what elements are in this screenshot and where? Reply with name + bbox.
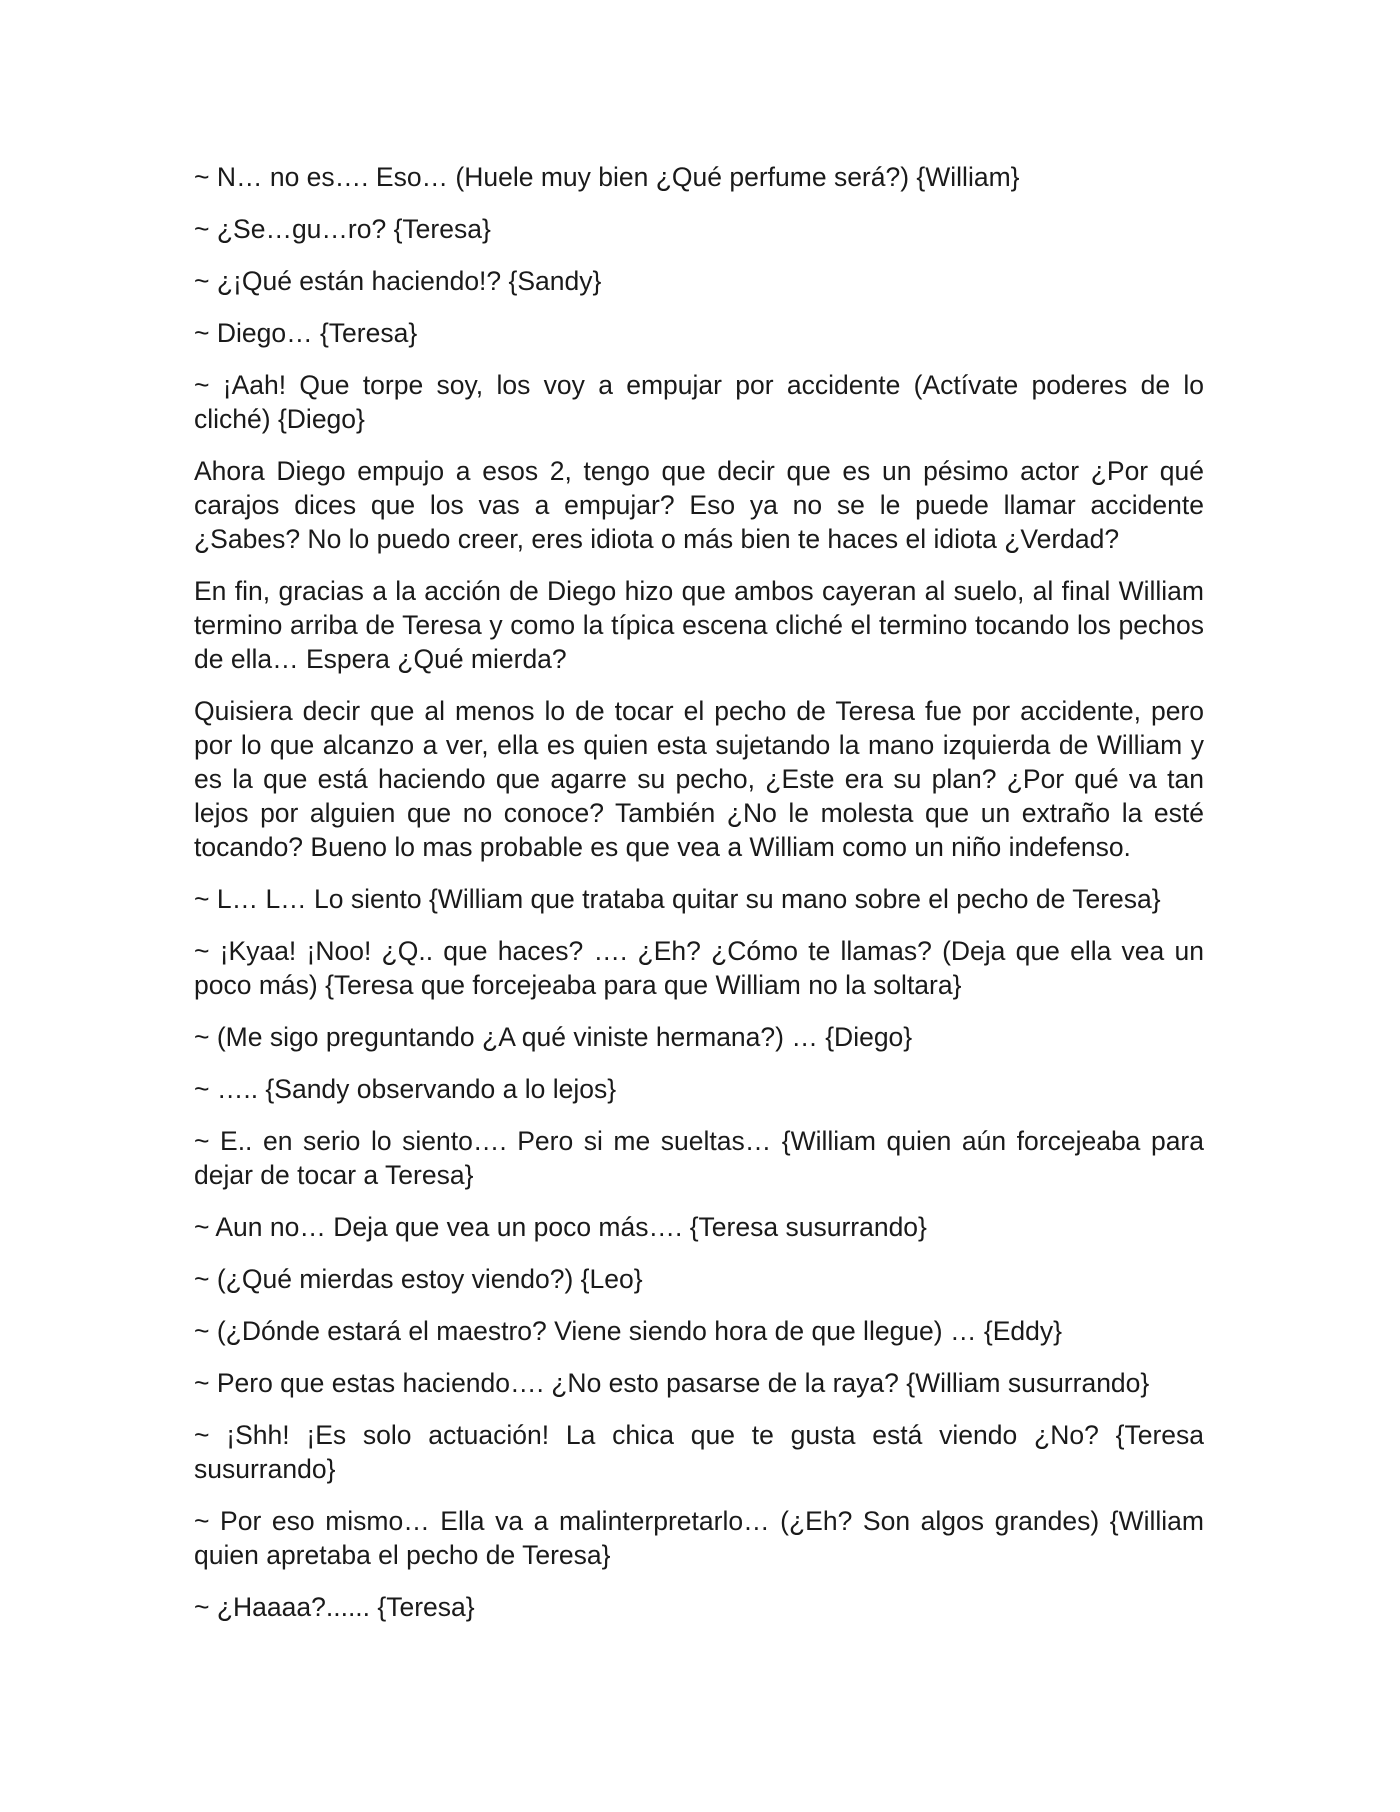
paragraph-11: ~ (Me sigo preguntando ¿A qué viniste hermana?) … {Diego} xyxy=(194,1022,913,1052)
paragraph-10: ~ ¡Kyaa! ¡Noo! ¿Q.. que haces? …. ¿Eh? ¿Cómo te llamas? (Deja que ella vea un poco más) {Teresa que forcejeaba para que William no la soltara} xyxy=(194,936,1204,1000)
paragraph-17: ~ Pero que estas haciendo…. ¿No esto pasarse de la raya? {William susurrando} xyxy=(194,1368,1150,1398)
paragraph-7: En fin, gracias a la acción de Diego hizo que ambos cayeran al suelo, al final William termino arriba de Teresa y como la típica escena cliché el termino tocando los pechos de ella… Espera ¿Qué mierda? xyxy=(194,576,1204,674)
paragraph-20: ~ ¿Haaaa?...... {Teresa} xyxy=(194,1592,475,1622)
paragraph-18: ~ ¡Shh! ¡Es solo actuación! La chica que te gusta está viendo ¿No? {Teresa susurrando} xyxy=(194,1420,1204,1484)
paragraph-6: Ahora Diego empujo a esos 2, tengo que decir que es un pésimo actor ¿Por qué carajos dices que los vas a empujar? Eso ya no se le puede llamar accidente ¿Sabes? No lo puedo creer, eres idiota o más bien te haces el idiota ¿Verdad? xyxy=(194,456,1204,554)
paragraph-13: ~ E.. en serio lo siento…. Pero si me sueltas… {William quien aún forcejeaba para dejar de tocar a Teresa} xyxy=(194,1126,1204,1190)
paragraph-2: ~ ¿Se…gu…ro? {Teresa} xyxy=(194,214,491,244)
paragraph-19: ~ Por eso mismo… Ella va a malinterpretarlo… (¿Eh? Son algos grandes) {William quien apretaba el pecho de Teresa} xyxy=(194,1506,1204,1570)
paragraph-5: ~ ¡Aah! Que torpe soy, los voy a empujar por accidente (Actívate poderes de lo cliché) {Diego} xyxy=(194,370,1204,434)
paragraph-8: Quisiera decir que al menos lo de tocar el pecho de Teresa fue por accidente, pero por lo que alcanzo a ver, ella es quien esta sujetando la mano izquierda de William y es la que está haciendo que agarre su pecho, ¿Este era su plan? ¿Por qué va tan lejos por alguien que no conoce? También ¿No le molesta que un extraño la esté tocando? Bueno lo mas probable es que vea a William como un niño indefenso. xyxy=(194,696,1204,862)
paragraph-14: ~ Aun no… Deja que vea un poco más…. {Teresa susurrando} xyxy=(194,1212,927,1242)
paragraph-4: ~ Diego… {Teresa} xyxy=(194,318,418,348)
paragraph-16: ~ (¿Dónde estará el maestro? Viene siendo hora de que llegue) … {Eddy} xyxy=(194,1316,1062,1346)
document-body xyxy=(194,160,1204,1642)
paragraph-15: ~ (¿Qué mierdas estoy viendo?) {Leo} xyxy=(194,1264,643,1294)
paragraph-12: ~ ….. {Sandy observando a lo lejos} xyxy=(194,1074,617,1104)
paragraph-3: ~ ¿¡Qué están haciendo!? {Sandy} xyxy=(194,266,602,296)
paragraph-1: ~ N… no es…. Eso… (Huele muy bien ¿Qué perfume será?) {William} xyxy=(194,162,1020,192)
paragraph-9: ~ L… L… Lo siento {William que trataba quitar su mano sobre el pecho de Teresa} xyxy=(194,884,1161,914)
